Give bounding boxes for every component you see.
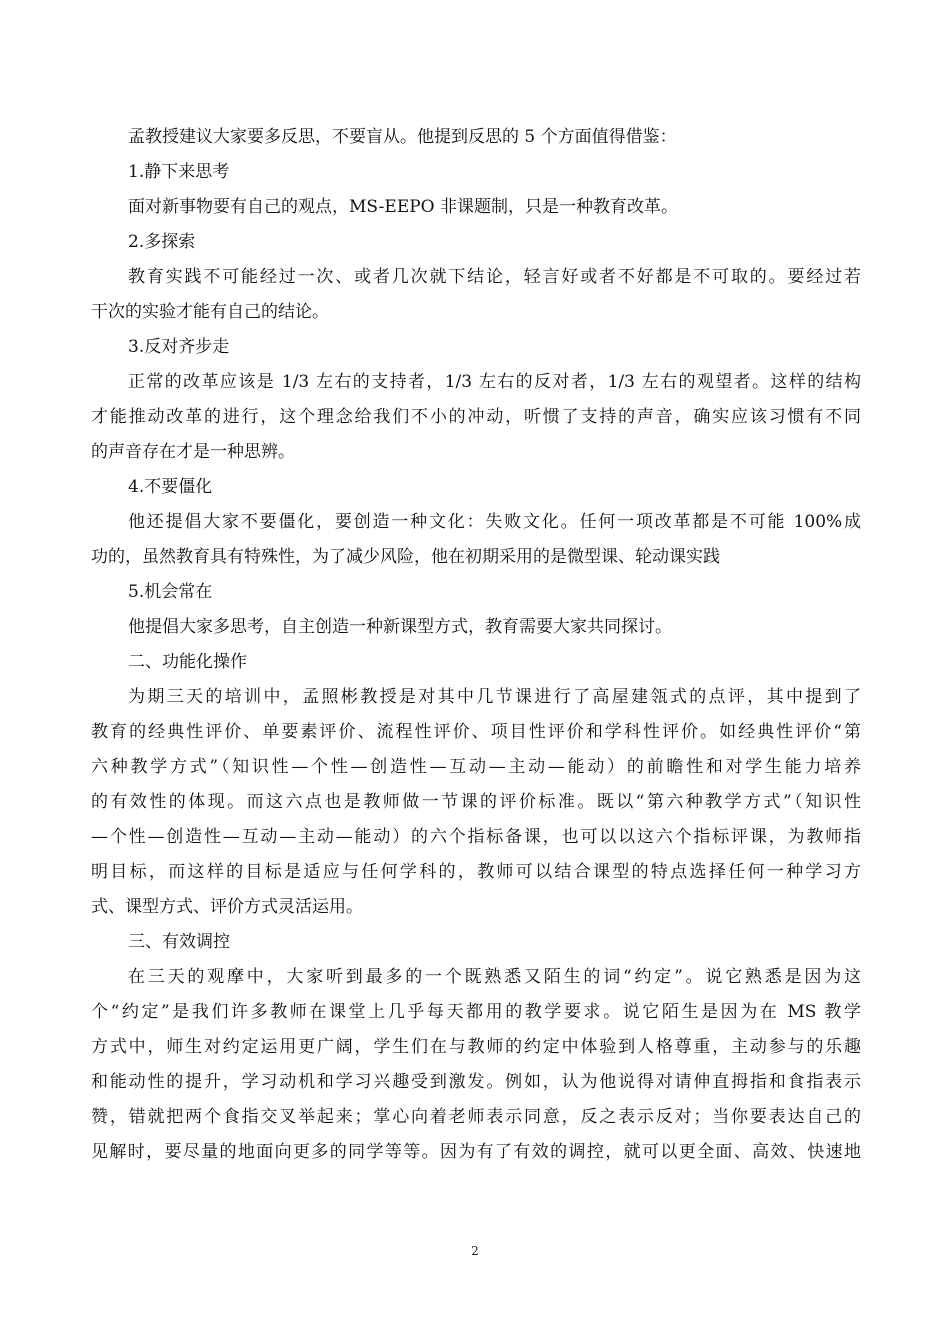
page-number: 2: [471, 1244, 479, 1258]
text-line: —个性—创造性—互动—主动—能动）的六个指标备课，也可以以这六个指标评课，为教师指: [91, 827, 861, 847]
text-line: 和能动性的提升，学习动机和学习兴趣受到激发。例如，认为他说得对请伸直拇指和食指表示: [91, 1072, 861, 1092]
section-heading: 二、功能化操作: [128, 652, 247, 672]
text-line: 教育的经典性评价、单要素评价、流程性评价、项目性评价和学科性评价。如经典性评价“第: [91, 722, 861, 742]
text-line: 面对新事物要有自己的观点，MS-EEPO 非课题制，只是一种教育改革。: [128, 197, 679, 217]
text-line: 在三天的观摩中，大家听到最多的一个既熟悉又陌生的词“约定”。说它熟悉是因为这: [128, 967, 861, 987]
text-line: 才能推动改革的进行，这个理念给我们不小的冲动，听惯了支持的声音，确实应该习惯有不同: [91, 407, 861, 427]
text-line: 他还提倡大家不要僵化，要创造一种文化：失败文化。任何一项改革都是不可能 100%成: [128, 512, 861, 532]
text-line: 明目标，而这样的目标是适应与任何学科的，教师可以结合课型的特点选择任何一种学习方: [91, 862, 861, 882]
text-line: 孟教授建议大家要多反思，不要盲从。他提到反思的 5 个方面值得借鉴：: [128, 127, 677, 147]
text-line: 的有效性的体现。而这六点也是教师做一节课的评价标准。既以“第六种教学方式”（知识性: [91, 792, 861, 812]
text-line: 为期三天的培训中，孟照彬教授是对其中几节课进行了高屋建瓴式的点评，其中提到了: [128, 687, 861, 707]
text-line: 个“约定”是我们许多教师在课堂上几乎每天都用的教学要求。说它陌生是因为在 MS 教学: [91, 1002, 861, 1022]
text-line: 教育实践不可能经过一次、或者几次就下结论，轻言好或者不好都是不可取的。要经过若: [128, 267, 861, 287]
section-heading: 3.反对齐步走: [128, 337, 230, 357]
text-line: 方式中，师生对约定运用更广阔，学生们在与教师的约定中体验到人格尊重，主动参与的乐趣: [91, 1037, 861, 1057]
text-line: 式、课型方式、评价方式灵活运用。: [91, 897, 363, 917]
text-line: 见解时，要尽量的地面向更多的同学等等。因为有了有效的调控，就可以更全面、高效、快速地: [91, 1142, 861, 1162]
section-heading: 2.多探索: [128, 232, 196, 252]
text-line: 六种教学方式”（知识性—个性—创造性—互动—主动—能动）的前瞻性和对学生能力培养: [91, 757, 861, 777]
section-heading: 三、有效调控: [128, 932, 230, 952]
text-line: 的声音存在才是一种思辨。: [91, 442, 295, 462]
text-line: 正常的改革应该是 1/3 左右的支持者，1/3 左右的反对者，1/3 左右的观望者。这样的结构: [128, 372, 861, 392]
text-line: 他提倡大家多思考，自主创造一种新课型方式，教育需要大家共同探讨。: [128, 617, 672, 637]
text-line: 赞，错就把两个食指交叉举起来；掌心向着老师表示同意，反之表示反对；当你要表达自己的: [91, 1107, 861, 1127]
section-heading: 4.不要僵化: [128, 477, 213, 497]
section-heading: 1.静下来思考: [128, 162, 230, 182]
section-heading: 5.机会常在: [128, 582, 213, 602]
body-text: [91, 120, 861, 1170]
text-line: 功的，虽然教育具有特殊性，为了减少风险，他在初期采用的是微型课、轮动课实践: [91, 547, 720, 567]
text-line: 干次的实验才能有自己的结论。: [91, 302, 329, 322]
